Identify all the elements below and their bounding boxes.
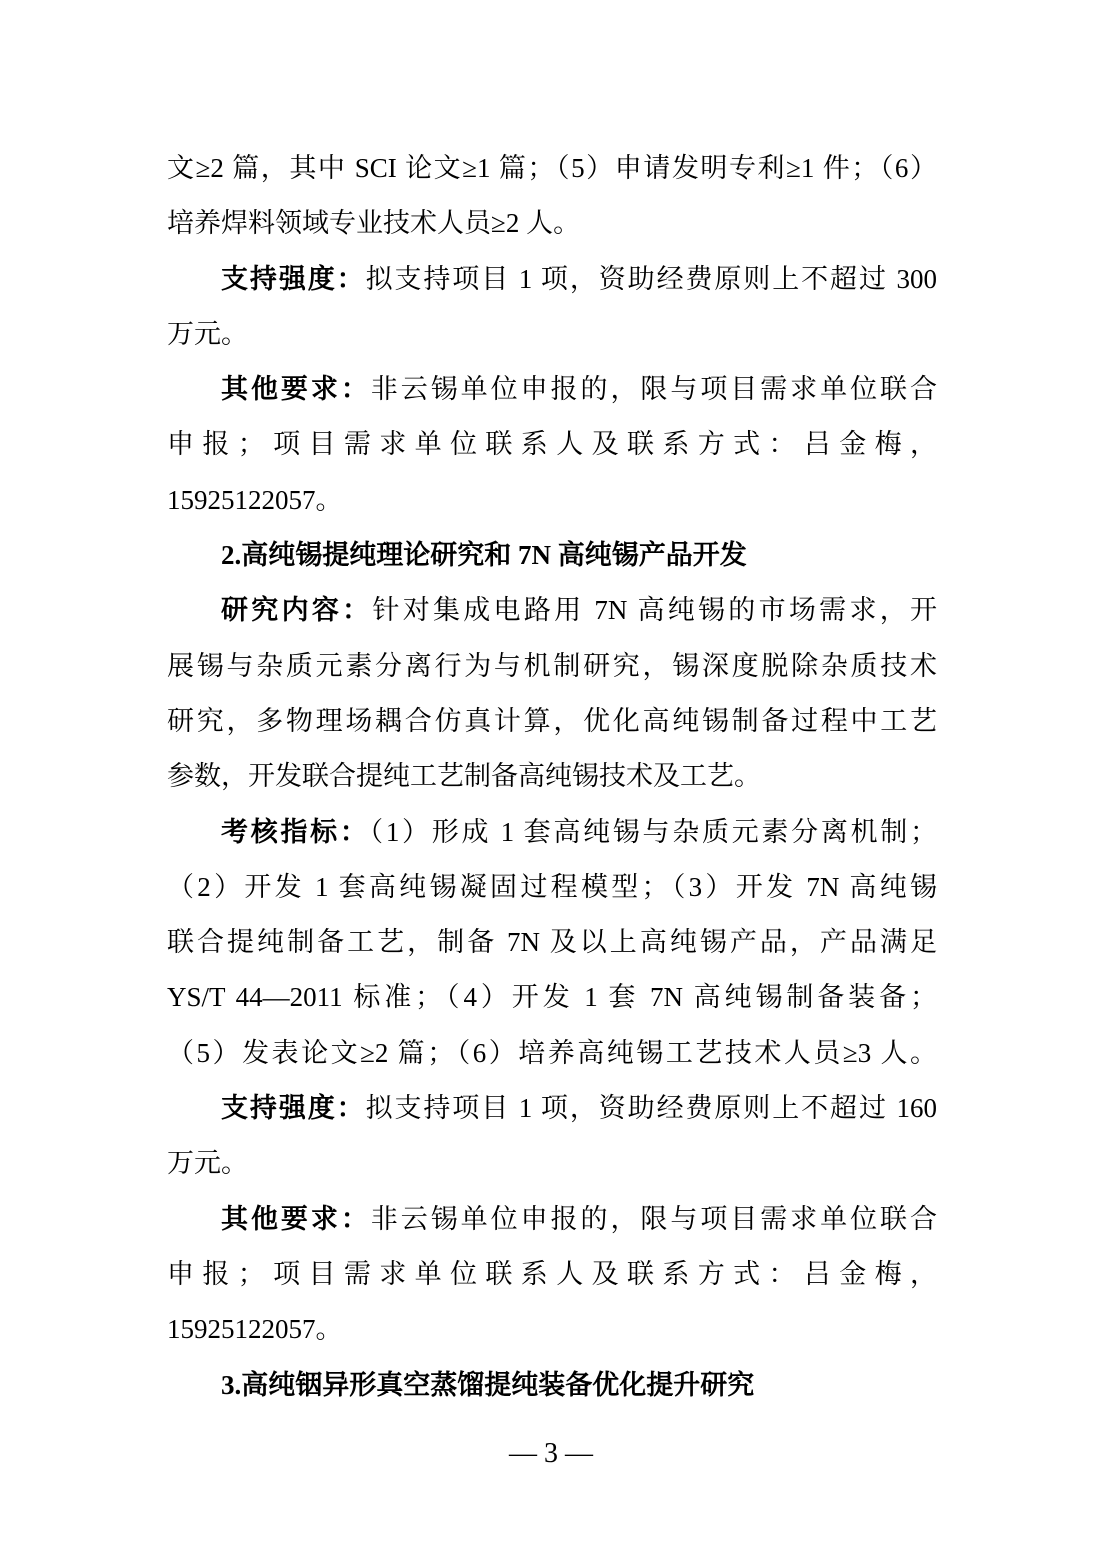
line-text: （1）形成 1 套高纯锡与杂质元素分离机制； [369,816,938,847]
text-line [167,141,937,196]
line-text: 申报；项目需求单位联系人及联系方式：吕金梅， [167,429,937,460]
text-line [167,583,937,638]
line-text: 申报；项目需求单位联系人及联系方式：吕金梅， [167,1258,937,1289]
text-line [167,805,937,860]
section-3-heading [167,1358,937,1413]
line-text: 展锡与杂质元素分离行为与机制研究，锡深度脱除杂质技术 [167,650,937,681]
text-line [167,1081,937,1136]
text-line [167,1192,937,1247]
text-line [167,970,937,1025]
line-text: 文≥2 篇，其中 SCI 论文≥1 篇；（5）申请发明专利≥1 件；（6） [167,153,937,183]
text-line [167,1302,937,1357]
line-text: 拟支持项目 1 项，资助经费原则上不超过 300 [365,263,938,294]
support-intensity-label: 支持强度： [221,263,366,294]
page-number: — 3 — [509,1438,593,1469]
text-line [167,639,937,694]
section-2-heading [167,528,937,583]
line-text: 非云锡单位申报的，限与项目需求单位联合 [370,374,938,405]
line-text: 15925122057。 [167,484,343,515]
document-body [167,141,937,1413]
text-line [167,749,937,804]
text-line [167,1247,937,1302]
other-requirements-label: 其他要求： [221,374,371,405]
text-line [167,1136,937,1191]
line-text: 万元。 [167,318,248,349]
support-intensity-label: 支持强度： [221,1093,366,1124]
text-line [167,417,937,472]
text-line [167,473,937,528]
text-line [167,860,937,915]
other-requirements-label: 其他要求： [221,1203,371,1234]
research-content-label: 研究内容： [221,595,373,626]
line-text: 2.高纯锡提纯理论研究和 7N 高纯锡产品开发 [221,540,747,571]
line-text: 拟支持项目 1 项，资助经费原则上不超过 160 [365,1093,938,1124]
text-line [167,196,937,251]
line-text: YS/T 44—2011 标准；（4）开发 1 套 7N 高纯锡制备装备； [167,982,937,1013]
text-line [167,362,937,417]
line-text: 参数，开发联合提纯工艺制备高纯锡技术及工艺。 [167,761,761,792]
line-text: 15925122057。 [167,1314,343,1345]
line-text: （2）开发 1 套高纯锡凝固过程模型；（3）开发 7N 高纯锡 [167,871,937,902]
line-text: 研究，多物理场耦合仿真计算，优化高纯锡制备过程中工艺 [167,705,937,736]
text-line [167,252,937,307]
text-line [167,307,937,362]
evaluation-indicators-label: 考核指标： [221,816,370,847]
text-line [167,915,937,970]
line-text: 非云锡单位申报的，限与项目需求单位联合 [370,1203,938,1234]
line-text: 培养焊料领域专业技术人员≥2 人。 [167,208,581,239]
line-text: （5）发表论文≥2 篇；（6）培养高纯锡工艺技术人员≥3 人。 [167,1037,937,1068]
line-text: 3.高纯铟异形真空蒸馏提纯装备优化提升研究 [221,1369,755,1400]
line-text: 针对集成电路用 7N 高纯锡的市场需求，开 [372,595,938,626]
line-text: 万元。 [167,1148,248,1179]
text-line [167,1026,937,1081]
text-line [167,694,937,749]
line-text: 联合提纯制备工艺，制备 7N 及以上高纯锡产品，产品满足 [167,927,937,958]
